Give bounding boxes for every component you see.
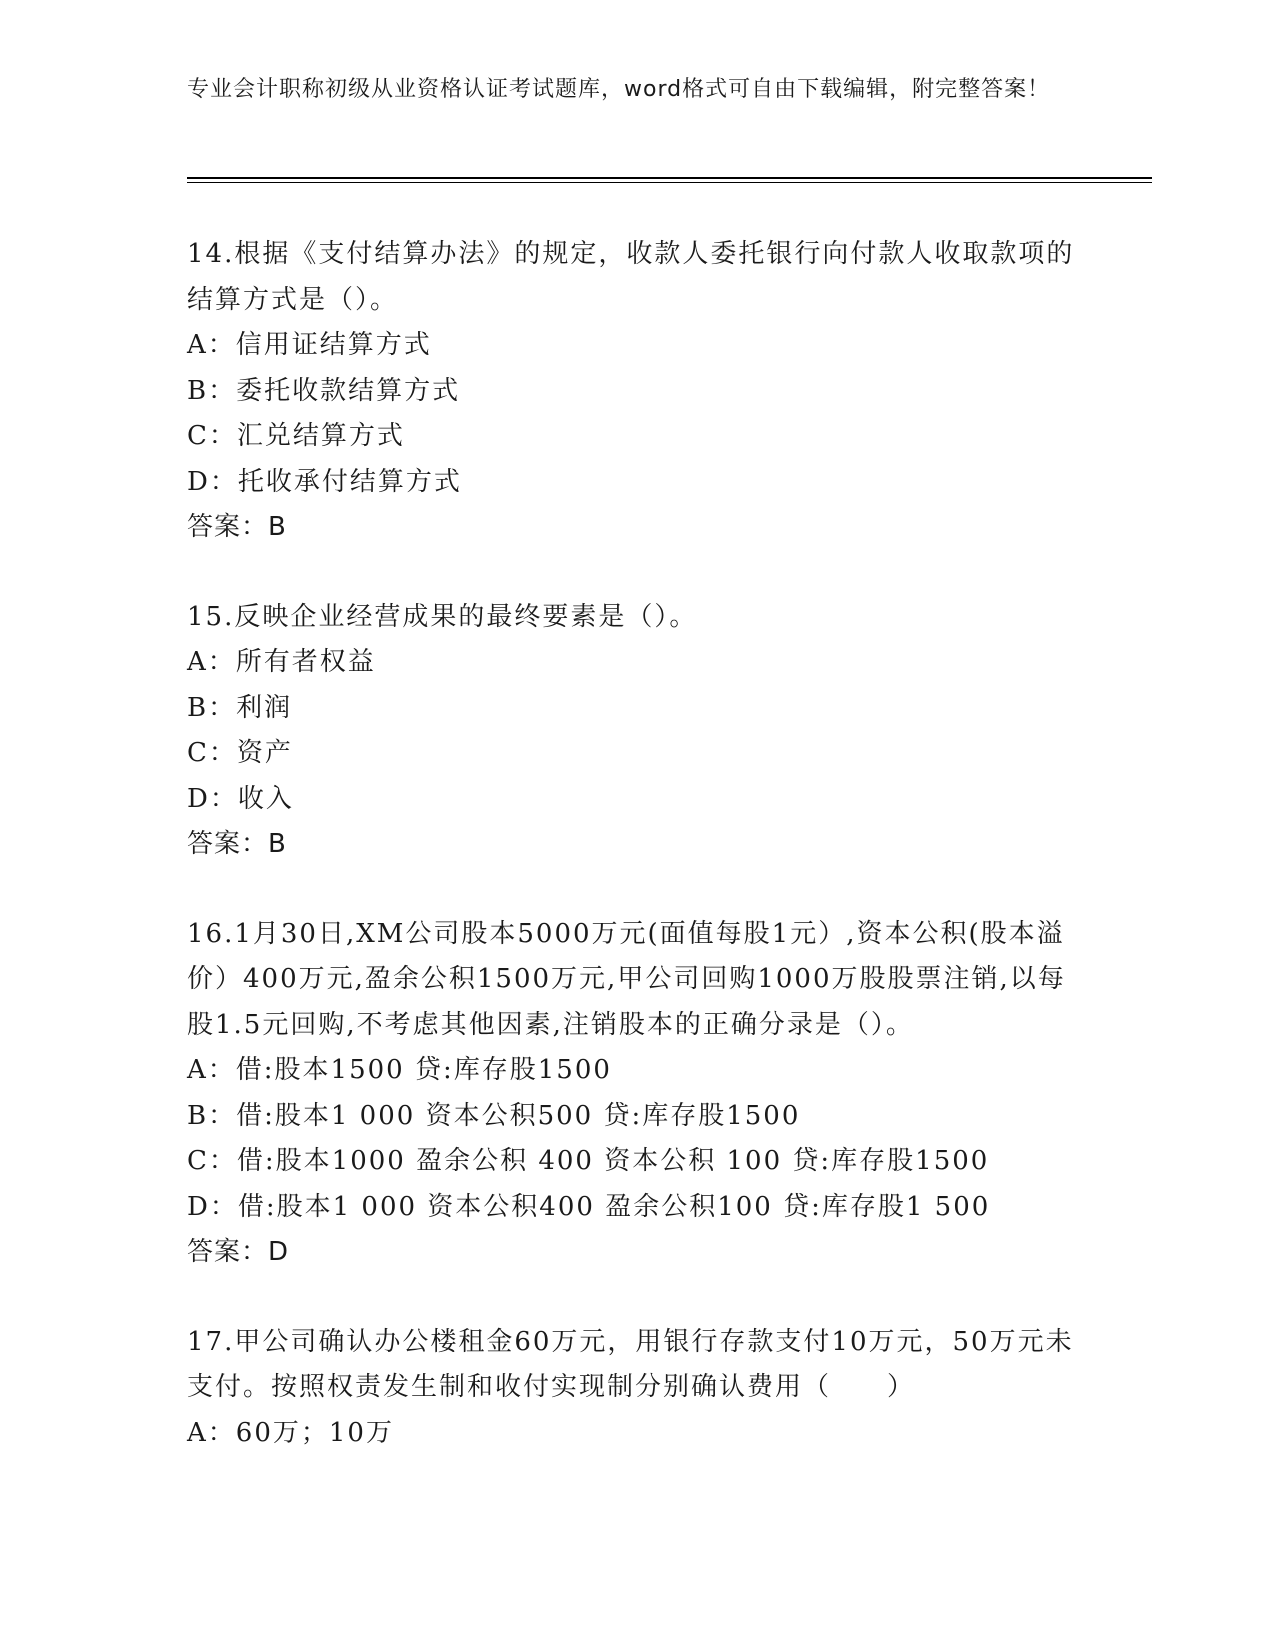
answer: 答案：B: [187, 512, 287, 542]
option-b: B：借:股本1 000 资本公积500 贷:库存股1500: [187, 1100, 801, 1131]
header-rule: [187, 177, 1152, 179]
question-16: [187, 912, 1087, 1276]
answer: 答案：D: [187, 1237, 290, 1267]
option-c: C：资产: [187, 738, 293, 768]
document-header: 专业会计职称初级从业资格认证考试题库，word格式可自由下载编辑，附完整答案！: [187, 77, 1051, 102]
question-stem: 15.反映企业经营成果的最终要素是（）。: [187, 601, 698, 632]
answer: 答案：B: [187, 829, 287, 859]
question-15: [187, 595, 1087, 868]
question-17: [187, 1320, 1087, 1457]
question-stem: 17.甲公司确认办公楼租金60万元，用银行存款支付10万元，50万元未支付。按照权责发生制和收付实现制分别确认费用（ ）: [187, 1326, 1074, 1402]
option-a: A：所有者权益: [187, 647, 376, 677]
option-c: C：借:股本1000 盈余公积 400 资本公积 100 贷:库存股1500: [187, 1146, 990, 1176]
option-c: C：汇兑结算方式: [187, 421, 405, 451]
option-d: D：收入: [187, 783, 294, 814]
option-b: B：委托收款结算方式: [187, 375, 461, 406]
question-stem: 16.1月30日,XM公司股本5000万元(面值每股1元）,资本公积(股本溢价）400万元,盈余公积1500万元,甲公司回购1000万股股票注销,以每股1.5元回购,不考虑其他因素,注销股本的正确分录是（）。: [187, 918, 1066, 1040]
question-list: [187, 232, 1087, 1500]
header-rule-thin: [187, 182, 1152, 183]
option-a: A：借:股本1500 贷:库存股1500: [187, 1055, 612, 1085]
option-d: D：托收承付结算方式: [187, 466, 462, 497]
option-a: A：60万；10万: [187, 1417, 394, 1448]
option-b: B：利润: [187, 692, 293, 723]
option-d: D：借:股本1 000 资本公积400 盈余公积100 贷:库存股1 500: [187, 1191, 991, 1222]
question-14: [187, 232, 1087, 551]
option-a: A：信用证结算方式: [187, 330, 432, 360]
question-stem: 14.根据《支付结算办法》的规定，收款人委托银行向付款人收取款项的结算方式是（）。: [187, 239, 1075, 315]
